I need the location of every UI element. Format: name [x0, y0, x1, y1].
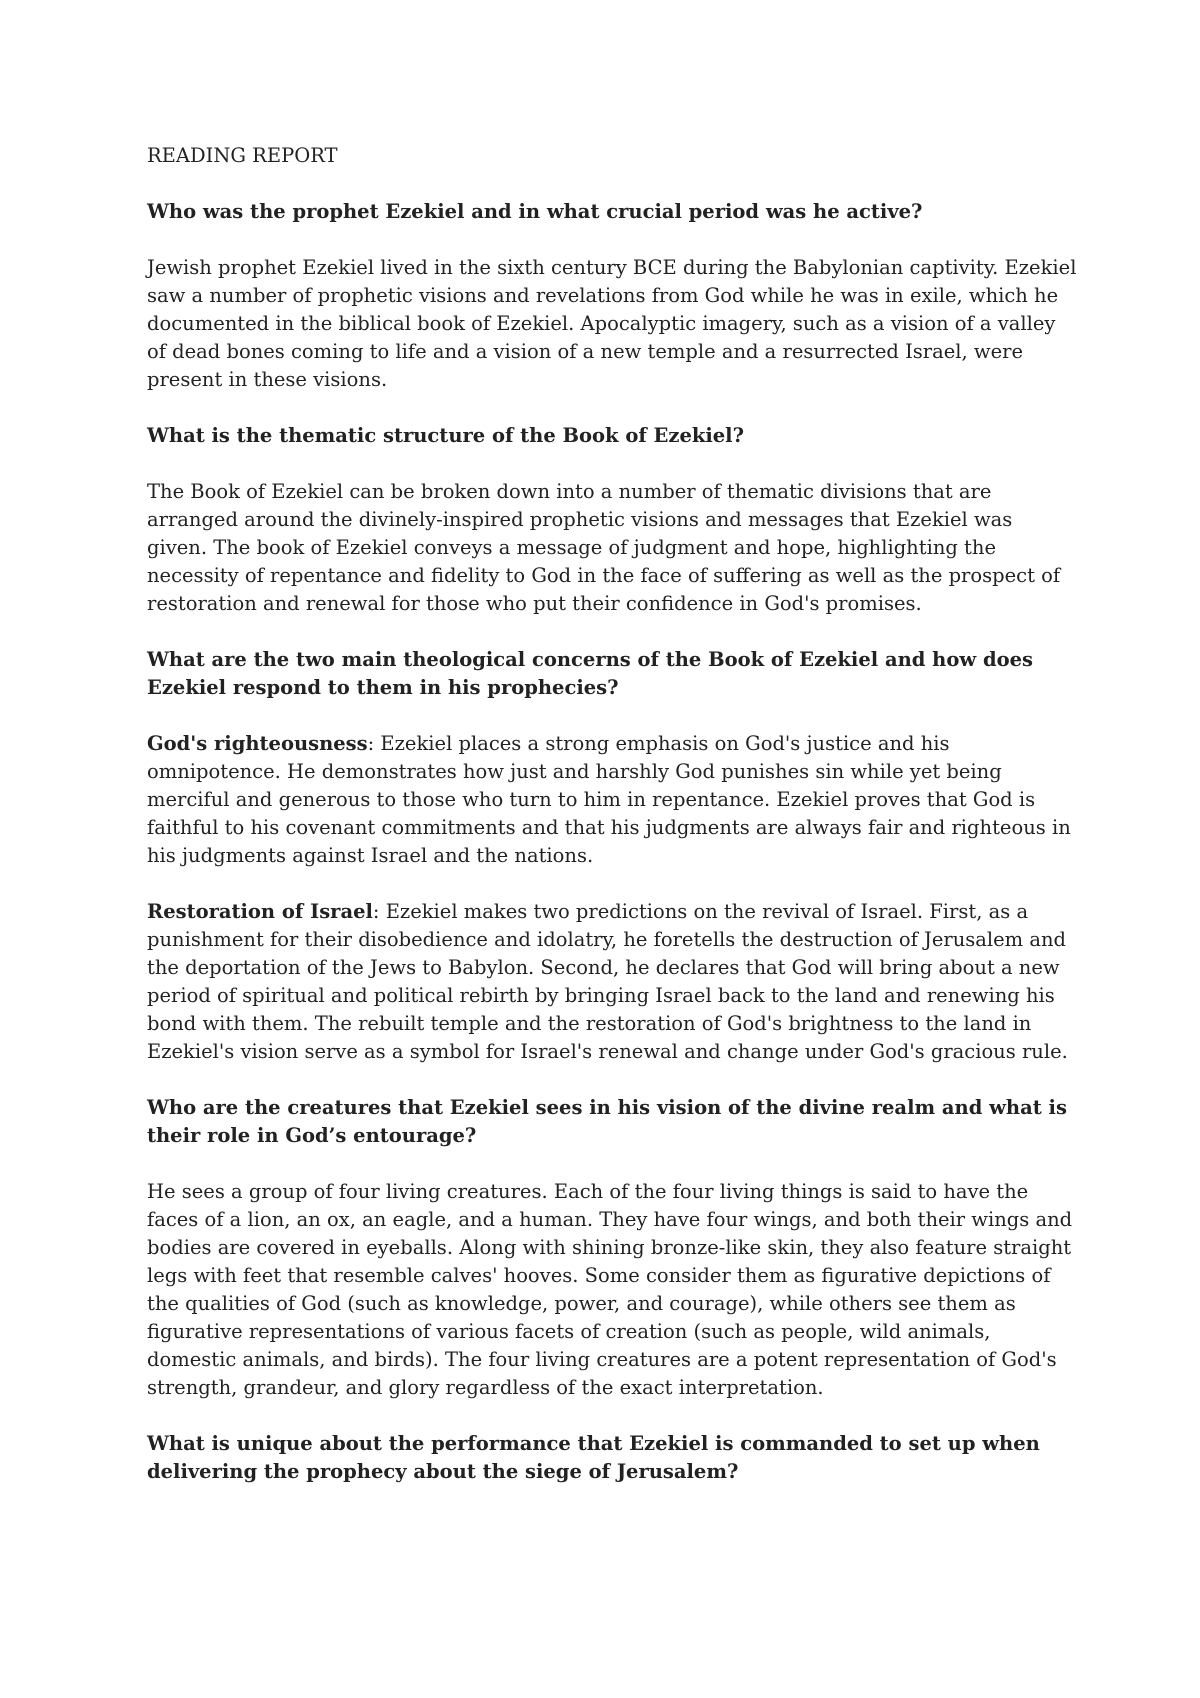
- answer-paragraph: [147, 478, 1077, 618]
- answer-paragraph: [147, 1178, 1077, 1402]
- document-title: READING REPORT: [147, 144, 338, 167]
- document-page: [147, 142, 1077, 1514]
- answer-paragraph: [147, 730, 1077, 870]
- section-question: Who was the prophet Ezekiel and in what crucial period was he active?: [147, 200, 923, 223]
- answer-paragraph: [147, 898, 1077, 1066]
- paragraph-text: The Book of Ezekiel can be broken down into a number of thematic divisions that are arranged around the divinely-inspired prophetic visions and messages that Ezekiel was given. The book of Ezekiel conveys a message of judgment and hope, highlighting the necessity of repentance and fidelity to God in the face of suffering as well as the prospect of restoration and renewal for those who put their confidence in God's promises.: [147, 480, 1061, 615]
- section-question: Who are the creatures that Ezekiel sees in his vision of the divine realm and what is their role in God’s entourage?: [147, 1096, 1067, 1147]
- section-question: What is the thematic structure of the Book of Ezekiel?: [147, 424, 745, 447]
- paragraph-text: He sees a group of four living creatures. Each of the four living things is said to have the faces of a lion, an ox, an eagle, and a human. They have four wings, and both their wings and bodies are covered in eyeballs. Along with shining bronze-like skin, they also feature straight legs with feet that resemble calves' hooves. Some consider them as figurative depictions of the qualities of God (such as knowledge, power, and courage), while others see them as figurative representations of various facets of creation (such as people, wild animals, domestic animals, and birds). The four living creatures are a potent representation of God's strength, grandeur, and glory regardless of the exact interpretation.: [147, 1180, 1073, 1399]
- section-question: What are the two main theological concerns of the Book of Ezekiel and how does Ezekiel respond to them in his prophecies?: [147, 648, 1033, 699]
- paragraph-term: God's righteousness: [147, 732, 368, 755]
- paragraph-text: Jewish prophet Ezekiel lived in the sixth century BCE during the Babylonian captivity. Ezekiel saw a number of prophetic visions and revelations from God while he was in exile, which he documented in the biblical book of Ezekiel. Apocalyptic imagery, such as a vision of a valley of dead bones coming to life and a vision of a new temple and a resurrected Israel, were present in these visions.: [147, 256, 1077, 391]
- paragraph-text: : Ezekiel places a strong emphasis on God's justice and his omnipotence. He demonstrates how just and harshly God punishes sin while yet being merciful and generous to those who turn to him in repentance. Ezekiel proves that God is faithful to his covenant commitments and that his judgments are always fair and righteous in his judgments against Israel and the nations.: [147, 732, 1071, 867]
- paragraph-text: : Ezekiel makes two predictions on the revival of Israel. First, as a punishment for their disobedience and idolatry, he foretells the destruction of Jerusalem and the deportation of the Jews to Babylon. Second, he declares that God will bring about a new period of spiritual and political rebirth by bringing Israel back to the land and renewing his bond with them. The rebuilt temple and the restoration of God's brightness to the land in Ezekiel's vision serve as a symbol for Israel's renewal and change under God's gracious rule.: [147, 900, 1068, 1063]
- paragraph-term: Restoration of Israel: [147, 900, 373, 923]
- answer-paragraph: [147, 254, 1077, 394]
- section-question: What is unique about the performance that Ezekiel is commanded to set up when delivering the prophecy about the siege of Jerusalem?: [147, 1432, 1040, 1483]
